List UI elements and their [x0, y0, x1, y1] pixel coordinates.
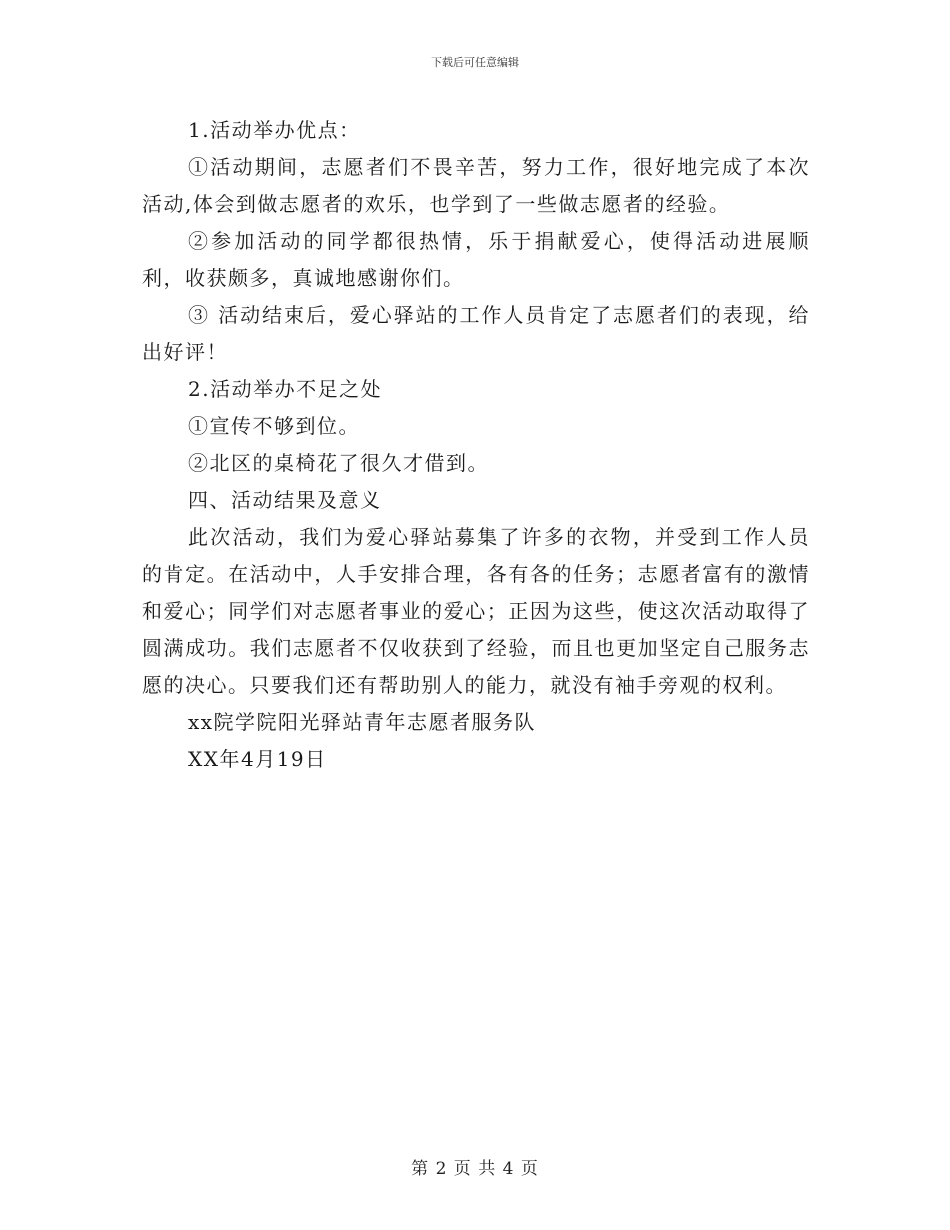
page-header: 下载后可任意编辑	[431, 56, 519, 69]
document-body	[142, 112, 810, 778]
signature-date: XX年4月19日	[188, 747, 327, 771]
section-heading-shortcomings: 2.活动举办不足之处	[188, 377, 383, 401]
section-heading-results: 四、活动结果及意义	[188, 488, 382, 512]
paragraph-shortcoming-1: ①宣传不够到位。	[188, 414, 360, 438]
page-footer: 第 2 页 共 4 页	[411, 1159, 539, 1179]
paragraph-results: 此次活动，我们为爱心驿站募集了许多的衣物，并受到工作人员的肯定。在活动中，人手安排合理，各有各的任务；志愿者富有的激情和爱心；同学们对志愿者事业的爱心；正因为这些，使这次活动取得了圆满成功。我们志愿者不仅收获到了经验，而且也更加坚定自己服务志愿的决心。只要我们还有帮助别人的能力，就没有袖手旁观的权利。	[142, 525, 810, 697]
paragraph-shortcoming-2: ②北区的桌椅花了很久才借到。	[188, 451, 489, 475]
paragraph-advantage-3: ③ 活动结束后，爱心驿站的工作人员肯定了志愿者们的表现，给出好评！	[142, 303, 810, 364]
signature-organization: xx院学院阳光驿站青年志愿者服务队	[188, 710, 537, 734]
paragraph-advantage-2: ②参加活动的同学都很热情，乐于捐献爱心，使得活动进展顺利，收获颇多，真诚地感谢你们。	[142, 229, 810, 290]
section-heading-advantages: 1.活动举办优点：	[188, 118, 361, 142]
paragraph-advantage-1: ①活动期间，志愿者们不畏辛苦，努力工作，很好地完成了本次活动,体会到做志愿者的欢乐，也学到了一些做志愿者的经验。	[142, 155, 810, 216]
